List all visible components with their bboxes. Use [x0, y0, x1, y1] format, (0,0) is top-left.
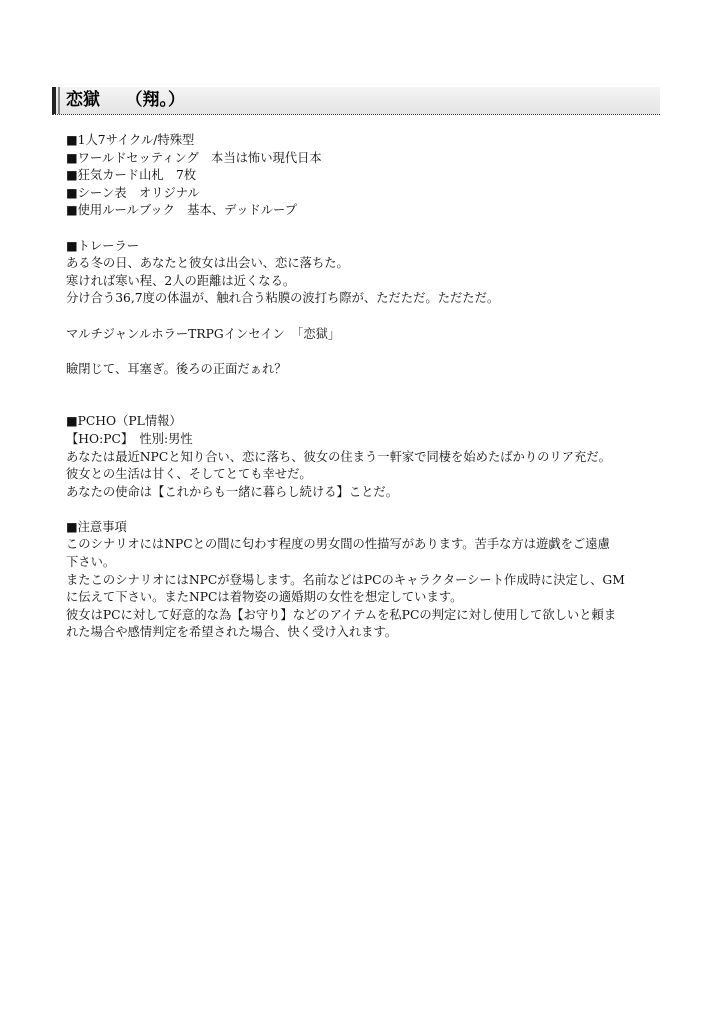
- overview-item: ■シーン表 オリジナル: [66, 185, 200, 200]
- notes-section: [66, 519, 666, 642]
- pcho-section: [66, 413, 666, 501]
- spacer: [66, 501, 666, 519]
- notes-line: れた場合や感情判定を希望された場合、快く受け入れます。: [66, 625, 398, 640]
- overview-list: [66, 132, 666, 220]
- page-title: 恋獄 （翔。）: [66, 90, 185, 110]
- trailer-line: ある冬の日、あなたと彼女は出会い、恋に落ちた。: [66, 256, 349, 271]
- trailer-line: 分け合う36,7度の体温が、触れ合う粘膜の波打ち際が、ただただ。ただただ。: [66, 291, 500, 306]
- spacer: [66, 220, 666, 238]
- spacer: [66, 308, 666, 326]
- spacer: [66, 343, 666, 361]
- pcho-line: 彼女との生活は甘く、そしてとても幸せだ。: [66, 467, 312, 482]
- pcho-line: あなたの使命は【これからも一緒に暮らし続ける】ことだ。: [66, 484, 399, 499]
- trailer-heading: ■トレーラー: [66, 238, 140, 253]
- overview-item: ■狂気カード山札 7枚: [66, 168, 197, 183]
- overview-item: ■使用ルールブック 基本、デッドループ: [66, 203, 297, 218]
- notes-line: に伝えて下さい。またNPCは着物姿の適婚期の女性を想定しています。: [66, 590, 463, 605]
- title-accent-bar-secondary: [58, 87, 60, 114]
- notes-line: このシナリオにはNPCとの間に匂わす程度の男女間の性描写があります。苦手な方は遊戯をご遠慮: [66, 537, 610, 552]
- section-title-bar: [52, 87, 660, 115]
- trailer-tagline: マルチジャンルホラーTRPGインセイン 「恋獄」: [66, 326, 341, 341]
- pcho-heading: ■PCHO（PL情報）: [66, 414, 182, 429]
- title-accent-bar: [52, 87, 56, 114]
- pcho-subheading: 【HO:PC】 性別:男性: [66, 431, 193, 446]
- overview-item: ■ワールドセッティング 本当は怖い現代日本: [66, 150, 322, 165]
- pcho-line: あなたは最近NPCと知り合い、恋に落ち、彼女の住まう一軒家で同棲を始めたばかりのリア充だ。: [66, 449, 611, 464]
- trailer-section: [66, 238, 666, 379]
- spacer: [66, 378, 666, 413]
- overview-item: ■1人7サイクル/特殊型: [66, 133, 195, 147]
- notes-line: 下さい。: [66, 555, 116, 570]
- notes-line: 彼女はPCに対して好意的な為【お守り】などのアイテムを私PCの判定に対し使用して欲しいと頼ま: [66, 607, 617, 622]
- notes-line: またこのシナリオにはNPCが登場します。名前などはPCのキャラクターシート作成時に決定し、GM: [66, 572, 625, 587]
- document-body: [66, 132, 666, 642]
- trailer-closing: 瞼閉じて、耳塞ぎ。後ろの正面だぁれ？: [66, 361, 287, 376]
- notes-heading: ■注意事項: [66, 519, 127, 534]
- trailer-line: 寒ければ寒い程、2人の距離は近くなる。: [66, 273, 296, 288]
